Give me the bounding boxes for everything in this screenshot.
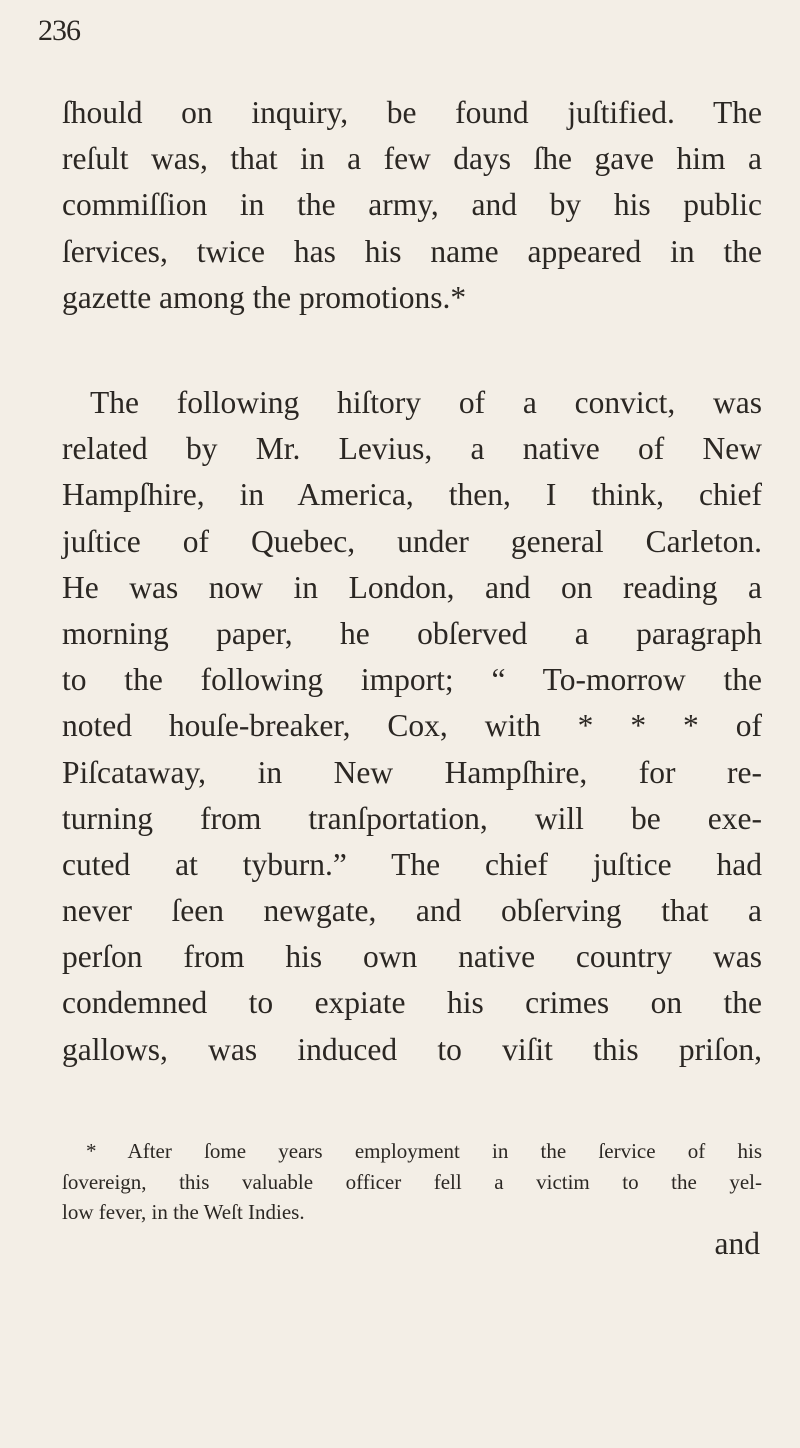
footnote-line: ſovereign, this valuable officer fell a victim to the yel- <box>62 1169 762 1194</box>
paragraph-1 <box>62 90 762 321</box>
footnote <box>62 1136 762 1228</box>
text-line: reſult was, that in a few days ſhe gave him a <box>62 141 762 177</box>
paragraph-2 <box>62 380 762 1073</box>
text-line: cuted at tyburn.” The chief juſtice had <box>62 846 762 882</box>
text-line: gazette among the promotions.* <box>62 279 467 315</box>
text-line: condemned to expiate his crimes on the <box>62 985 762 1021</box>
text-line: morning paper, he obſerved a paragraph <box>62 615 762 651</box>
text-line: commiſſion in the army, and by his public <box>62 187 762 223</box>
text-line: Hampſhire, in America, then, I think, chief <box>62 477 762 513</box>
page-number: 236 <box>38 14 80 47</box>
text-line: juſtice of Quebec, under general Carleton. <box>62 523 762 559</box>
text-line: to the following import; “ To-morrow the <box>62 662 762 698</box>
text-line: perſon from his own native country was <box>62 939 762 975</box>
text-line: turning from tranſportation, will be exe- <box>62 800 762 836</box>
text-line: never ſeen newgate, and obſerving that a <box>62 893 762 929</box>
text-line: noted houſe-breaker, Cox, with * * * of <box>62 708 762 744</box>
footnote-line: low fever, in the Weſt Indies. <box>62 1200 305 1224</box>
catchword: and <box>714 1226 760 1261</box>
text-line: Piſcataway, in New Hampſhire, for re- <box>62 754 762 790</box>
text-line: The following hiſtory of a convict, was <box>90 385 762 420</box>
text-line: related by Mr. Levius, a native of New <box>62 431 762 467</box>
footnote-line: * After ſome years employment in the ſervice of his <box>86 1139 762 1163</box>
text-line: gallows, was induced to viſit this priſon, <box>62 1031 762 1067</box>
text-line: ſhould on inquiry, be found juſtified. The <box>62 95 762 130</box>
text-line: He was now in London, and on reading a <box>62 569 762 605</box>
text-line: ſervices, twice has his name appeared in the <box>62 233 762 269</box>
